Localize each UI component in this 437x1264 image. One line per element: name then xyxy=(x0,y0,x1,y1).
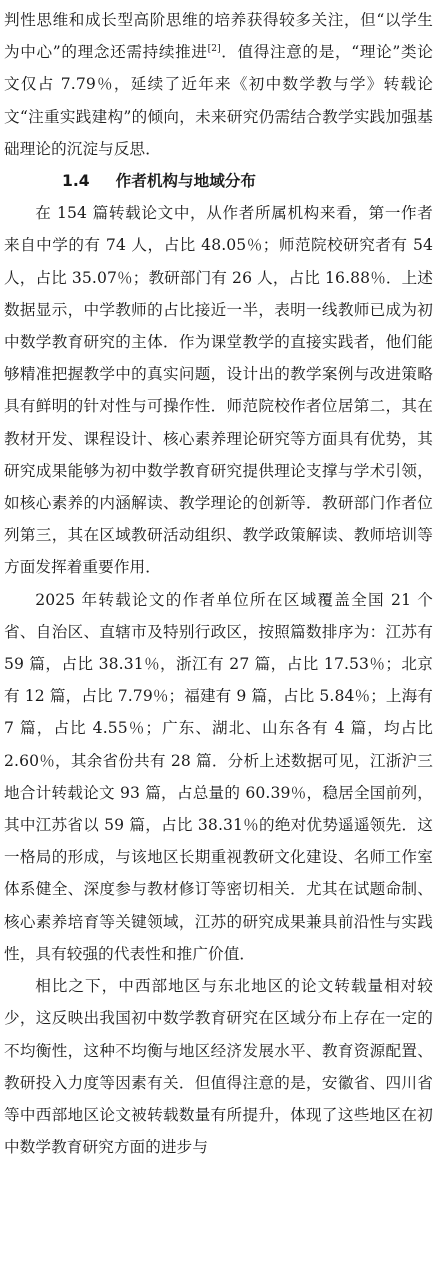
paragraph-continued xyxy=(4,4,433,165)
section-heading xyxy=(4,165,433,197)
section-number: 1.4 xyxy=(62,172,90,191)
paragraph-text-tail: ．值得注意的是，“理论”类论文仅占 7.79％，延续了近年来《初中数学教与学》转载论文“注重实践建构”的倾向，未来研究仍需结合教学实践加强基础理论的沉淀与反思． xyxy=(4,43,433,158)
section-title: 作者机构与地域分布 xyxy=(115,172,256,191)
paragraph-regional-distribution: 2025 年转载论文的作者单位所在区域覆盖全国 21 个省、自治区、直辖市及特别行政区，按照篇数排序为：江苏有 59 篇，占比 38.31％，浙江有 27 篇，占比 17.53％；北京有 12 篇，占比 7.79％；福建有 9 篇，占比 5.84％；上海有 7 篇，占比 4.55％；广东、湖北、山东各有 4 篇，均占比 2.60％，其余省份共有 28 篇．分析上述数据可见，江浙沪三地合计转载论文 93 篇，占总量的 60.39％，稳居全国前列，其中江苏省以 59 篇，占比 38.31％的绝对优势遥遥领先．这一格局的形成，与该地区长期重视教研文化建设、名师工作室体系健全、深度参与教材修订等密切相关．尤其在试题命制、核心素养培育等关键领域，江苏的研究成果兼具前沿性与实践性，具有较强的代表性和推广价值． xyxy=(4,590,433,963)
citation-marker[interactable]: [2] xyxy=(207,44,221,55)
paragraph-regional-comparison: 相比之下，中西部地区与东北地区的论文转载量相对较少，这反映出我国初中数学教育研究在区域分布上存在一定的不均衡性，这种不均衡与地区经济发展水平、教育资源配置、教研投入力度等因素有关．但值得注意的是，安徽省、四川省等中西部地区论文被转载数量有所提升，体现了这些地区在初中数学教育研究方面的进步与 xyxy=(4,977,433,1157)
paragraph-text: 判性思维和成长型高阶思维的培养获得较多关注，但“以学生为中心”的理念还需持续推进 xyxy=(4,11,433,62)
paragraph-author-institutions: 在 154 篇转载论文中，从作者所属机构来看，第一作者来自中学的有 74 人，占比 48.05％；师范院校研究者有 54 人，占比 35.07％；教研部门有 26 人，占比 16.88％．上述数据显示，中学教师的占比接近一半，表明一线教师已成为初中数学教育研究的主体．作为课堂教学的直接实践者，他们能够精准把握教学中的真实问题，设计出的教学案例与改进策略具有鲜明的针对性与可操作性．师范院校作者位居第二，其在教材开发、课程设计、核心素养理论研究等方面具有优势，其研究成果能够为初中数学教育研究提供理论支撑与学术引领，如核心素养的内涵解读、教学理论的创新等．教研部门作者位列第三，其在区域教研活动组织、教学政策解读、教师培训等方面发挥着重要作用． xyxy=(4,204,433,577)
